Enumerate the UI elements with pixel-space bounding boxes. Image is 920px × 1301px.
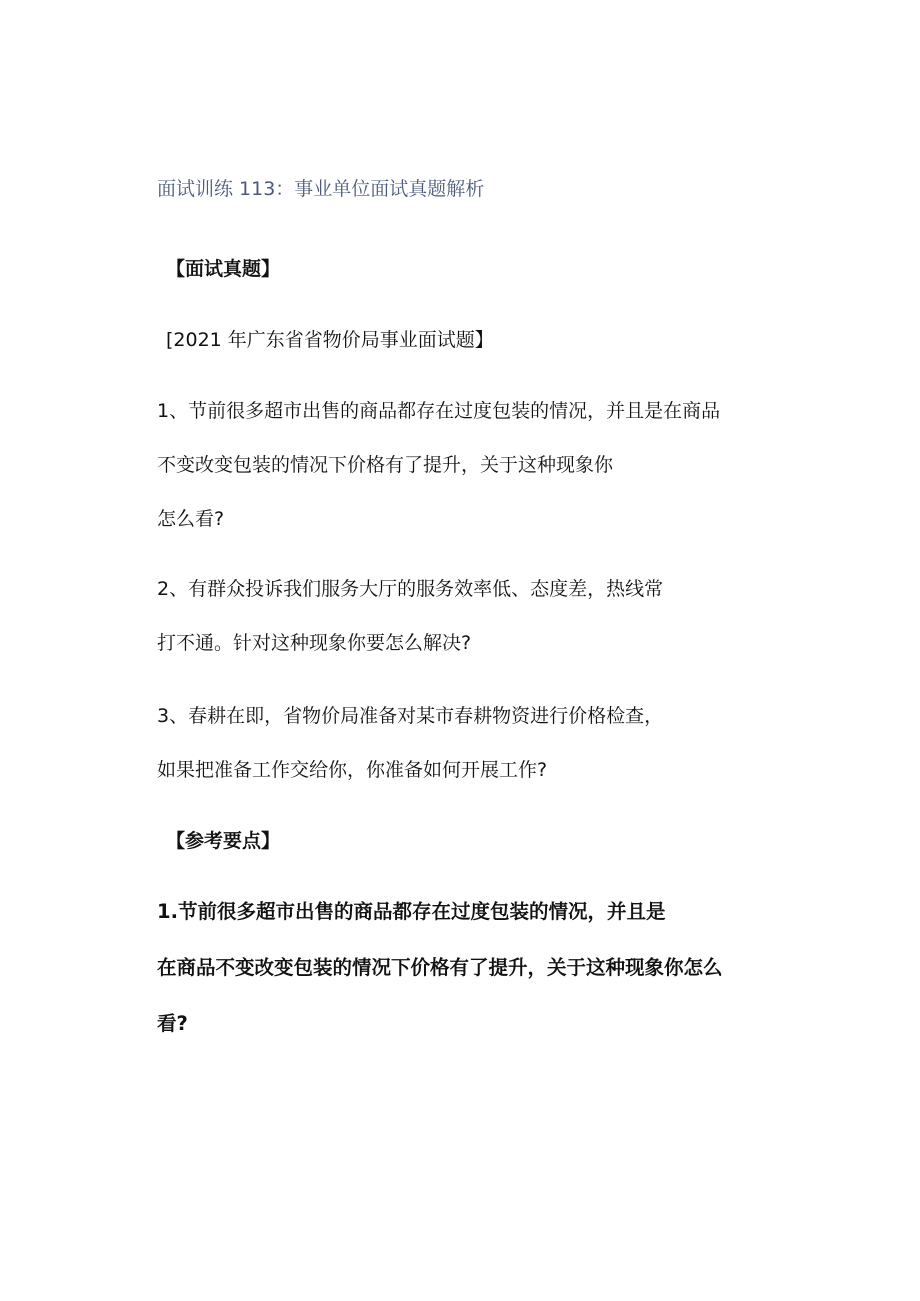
answer-1-heading-line-1: 1.节前很多超市出售的商品都存在过度包装的情况，并且是 xyxy=(157,900,666,923)
question-1-line-3: 怎么看? xyxy=(157,508,225,530)
answer-1-heading-line-2: 在商品不变改变包装的情况下价格有了提升，关于这种现象你怎么 xyxy=(157,956,723,979)
document-title: 面试训练 113：事业单位面试真题解析 xyxy=(157,178,485,200)
question-2-line-2: 打不通。针对这种现象你要怎么解决? xyxy=(157,632,472,654)
section-heading-questions: 【面试真题】 xyxy=(166,258,281,280)
question-2-line-1: 2、有群众投诉我们服务大厅的服务效率低、态度差，热线常 xyxy=(157,578,664,600)
question-source: [2021 年广东省省物价局事业面试题】 xyxy=(166,329,494,351)
question-3-line-1: 3、春耕在即，省物价局准备对某市春耕物资进行价格检查， xyxy=(157,705,664,727)
section-heading-points: 【参考要点】 xyxy=(166,830,281,852)
question-1-line-1: 1、节前很多超市出售的商品都存在过度包装的情况，并且是在商品 xyxy=(157,400,721,422)
answer-1-heading-line-3: 看? xyxy=(157,1012,188,1035)
question-3-line-2: 如果把准备工作交给你，你准备如何开展工作? xyxy=(157,759,548,781)
question-1-line-2: 不变改变包装的情况下价格有了提升，关于这种现象你 xyxy=(157,454,614,476)
